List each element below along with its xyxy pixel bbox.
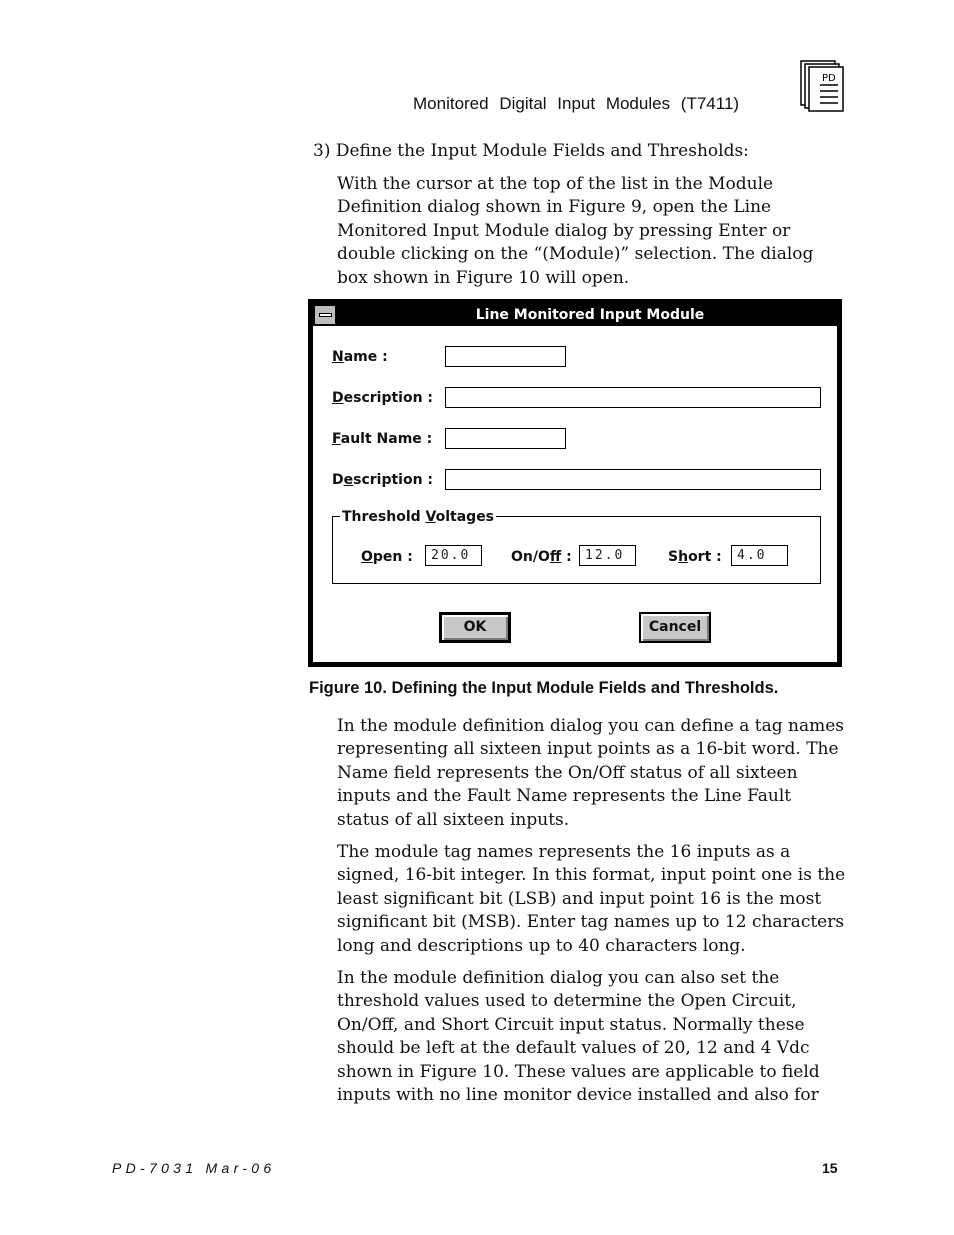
fault-name-label: Fault Name :	[332, 431, 433, 447]
description-field-1[interactable]	[445, 387, 821, 408]
onoff-threshold-field[interactable]: 12.0	[579, 545, 636, 566]
open-label: Open :	[361, 549, 413, 565]
footer-document-id: PD-7031 Mar-06	[112, 1160, 276, 1176]
open-threshold-field[interactable]: 20.0	[425, 545, 482, 566]
dialog-titlebar	[313, 304, 837, 326]
name-field[interactable]	[445, 346, 566, 367]
intro-paragraph: With the cursor at the top of the list in the Module Definition dialog shown in Figure 9, open the Line Monitored Input Module dialog by pressing Enter or double clicking on the “(Module)” selection. The dialog box shown in Figure 10 will open.	[337, 174, 814, 288]
threshold-voltages-legend: Threshold Voltages	[342, 509, 495, 525]
body-paragraph-3: In the module definition dialog you can also set the threshold values used to determine the Open Circuit, On/Off, and Short Circuit input status. Normally these should be left at the default values of 20, 12 and 4 Vdc shown in Figure 10. These values are applicable to field inputs with no line monitor device installed and also for	[337, 968, 820, 1106]
figure-caption: Figure 10. Defining the Input Module Fields and Thresholds.	[309, 679, 779, 697]
body-paragraph-1: In the module definition dialog you can define a tag names representing all sixteen input points as a 16-bit word. The Name field represents the On/Off status of all sixteen inputs and the Fault Name represents the Line Fault status of all sixteen inputs.	[337, 716, 845, 830]
line-monitored-input-module-dialog	[308, 299, 842, 667]
description-field-2[interactable]	[445, 469, 821, 490]
short-label: Short :	[668, 549, 722, 565]
short-threshold-field[interactable]: 4.0	[731, 545, 788, 566]
pd-document-logo-icon	[800, 60, 844, 112]
footer-page-number: 15	[822, 1160, 838, 1176]
ok-button[interactable]: OK	[439, 612, 511, 643]
description-label-2: Description :	[332, 472, 434, 488]
description-label-1: Description :	[332, 390, 434, 406]
name-label: Name :	[332, 349, 388, 365]
running-header: Monitored Digital Input Modules (T7411)	[413, 94, 740, 113]
pd-logo-text: PD	[822, 73, 836, 84]
dialog-title: Line Monitored Input Module	[475, 307, 705, 323]
body-paragraph-2: The module tag names represents the 16 inputs as a signed, 16-bit integer. In this format, input point one is the least significant bit (LSB) and input point 16 is the most significant bit (MSB). Enter tag names up to 12 characters long and descriptions up to 40 characters long.	[337, 842, 846, 956]
cancel-button[interactable]: Cancel	[639, 612, 711, 643]
onoff-label: On/Off :	[511, 549, 572, 565]
step-heading: 3) Define the Input Module Fields and Thresholds:	[313, 141, 749, 161]
system-menu-icon[interactable]	[315, 306, 337, 324]
fault-name-field[interactable]	[445, 428, 566, 449]
